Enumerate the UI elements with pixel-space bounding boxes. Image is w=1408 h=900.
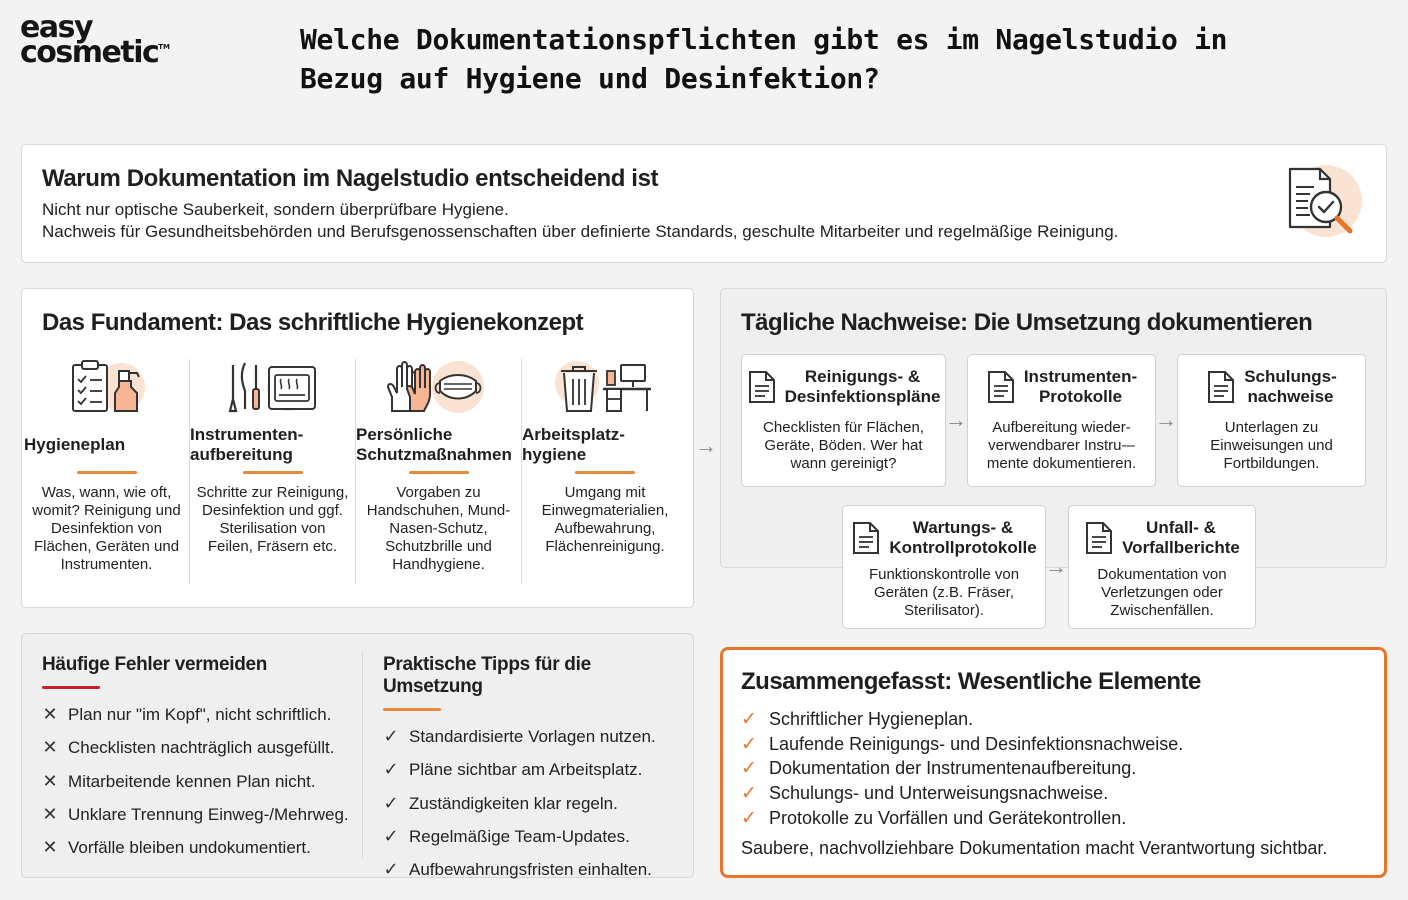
doc-box-title-2: nachweise (1247, 387, 1334, 406)
tip-item (383, 827, 693, 860)
pillar-accent-bar (575, 471, 635, 474)
check-icon: ✓ (383, 825, 399, 846)
document-icon (851, 521, 881, 555)
arrow-right-icon: → (695, 433, 717, 458)
check-icon: ✓ (383, 859, 399, 880)
doc-box-title: Schulungs- (1244, 367, 1337, 386)
intro-card (21, 144, 1387, 263)
errors-tips-card (21, 633, 694, 878)
pillar-accent-bar (243, 471, 303, 474)
pillar-desc: Was, wann, wie oft, womit? Reinigung und Desinfektion von Flächen, Geräten und Instrumenten. (32, 484, 181, 573)
bin-desk-icon (555, 359, 655, 415)
doc-box-title-2: Protokolle (1038, 387, 1123, 406)
error-item (42, 738, 349, 771)
summary-text: Schriftlicher Hygieneplan. (769, 708, 974, 729)
check-icon: ✓ (741, 733, 757, 755)
pillar-instrumentenaufbereitung (190, 359, 356, 584)
doc-box-instrumente (967, 354, 1156, 487)
doc-box-title-2: Kontrollprotokolle (889, 538, 1037, 557)
pillar-arbeitsplatzhygiene (522, 359, 688, 584)
tip-item (383, 860, 693, 893)
page-title-line2: Bezug auf Hygiene und Desinfektion? (300, 62, 880, 95)
doc-box-title: Reinigungs- & (804, 367, 921, 386)
intro-line2: Nachweis für Gesundheitsbehörden und Berufsgenossenschaften über definierte Standards, geschulte Mitarbeiter und regelmäßige Reinigung. (42, 222, 1119, 241)
pillar-desc: Vorgaben zu Handschuhen, Mund-Nasen-Schutz, Schutzbrille und Handhygiene. (366, 484, 511, 573)
error-text: Plan nur "im Kopf", nicht schriftlich. (68, 705, 332, 724)
arrow-right-icon: → (1045, 554, 1067, 579)
clipboard-spray-icon (65, 359, 149, 415)
brand-trademark: TM (158, 42, 171, 51)
tip-text: Zuständigkeiten klar regeln. (409, 793, 618, 813)
error-item (42, 772, 349, 805)
error-text: Checklisten nachträglich ausgefüllt. (68, 738, 335, 758)
summary-item (741, 732, 1183, 757)
arrow-right-icon: → (1155, 407, 1177, 432)
errors-column (42, 634, 349, 871)
error-text: Unklare Trennung Einweg-/Mehrweg. (68, 804, 349, 824)
fundament-card (21, 288, 694, 608)
error-item (42, 838, 349, 871)
doc-box-title-2: Vorfallberichte (1122, 538, 1240, 557)
intro-line1: Nicht nur optische Sauberkeit, sondern überprüfbare Hygiene. (42, 200, 509, 219)
arrow-right-icon: → (945, 407, 967, 432)
pillar-desc: Umgang mit Einwegmaterialien, Aufbewahrung, Flächenreinigung. (541, 484, 669, 555)
summary-text: Dokumentation der Instrumentenaufbereitung. (769, 758, 1137, 779)
summary-card (720, 647, 1387, 878)
cross-icon: ✕ (42, 803, 58, 824)
check-icon: ✓ (741, 808, 757, 830)
tips-column (383, 634, 693, 893)
pillar-accent-bar (409, 471, 469, 474)
cross-icon: ✕ (42, 704, 58, 724)
error-item (42, 805, 349, 838)
doc-box-title: Instrumenten- (1023, 367, 1138, 386)
check-icon: ✓ (741, 758, 757, 780)
summary-text: Schulungs- und Unterweisungsnachweise. (769, 783, 1109, 804)
gloves-mask-icon (384, 359, 494, 415)
page-title-line1: Welche Dokumentationspflichten gibt es im Nagelstudio in (300, 23, 1228, 56)
document-icon (1084, 521, 1114, 555)
pillar-desc: Schritte zur Reinigung, Desinfektion und ggf. Sterilisation von Feilen, Fräsern etc. (196, 484, 349, 555)
tip-text: Regelmäßige Team-Updates. (409, 826, 630, 846)
errors-heading: Häufige Fehler vermeiden (42, 654, 268, 675)
pillar-schutzmassnahmen (356, 359, 522, 584)
check-icon: ✓ (741, 708, 757, 730)
fundament-heading: Das Fundament: Das schriftliche Hygienekonzept (42, 309, 584, 336)
doc-box-desc: Aufbereitung wieder-verwendbarer Instru-–mente dokumentieren. (986, 419, 1137, 472)
doc-box-reinigung (741, 354, 946, 487)
pillar-title: Instrumenten- (190, 425, 304, 444)
cross-icon: ✕ (42, 737, 58, 758)
doc-box-title: Wartungs- & (912, 518, 1014, 537)
tip-item (383, 727, 693, 760)
doc-box-unfall (1068, 505, 1256, 629)
check-icon: ✓ (741, 783, 757, 805)
check-icon: ✓ (383, 792, 399, 813)
daily-heading: Tägliche Nachweise: Die Umsetzung dokumentieren (741, 309, 1313, 336)
doc-box-schulung (1177, 354, 1366, 487)
document-icon (986, 370, 1016, 404)
error-text: Vorfälle bleiben undokumentiert. (68, 838, 311, 858)
check-icon: ✓ (383, 759, 399, 780)
error-item (42, 705, 349, 738)
tip-text: Aufbewahrungsfristen einhalten. (409, 860, 652, 880)
summary-heading: Zusammengefasst: Wesentliche Elemente (741, 668, 1201, 695)
check-icon: ✓ (383, 726, 399, 746)
tip-text: Standardisierte Vorlagen nutzen. (409, 727, 656, 746)
summary-item (741, 707, 1183, 732)
doc-box-desc: Unterlagen zu Einweisungen und Fortbildungen. (1210, 419, 1333, 472)
pillar-title: Arbeitsplatz- (522, 425, 625, 444)
pillar-accent-bar (77, 471, 137, 474)
tip-item (383, 794, 693, 827)
tip-item (383, 760, 693, 793)
tip-text: Pläne sichtbar am Arbeitsplatz. (409, 760, 643, 780)
document-icon (747, 370, 777, 404)
doc-box-title: Unfall- & (1146, 518, 1216, 537)
pillar-hygieneplan (24, 359, 190, 584)
doc-box-desc: Funktionskontrolle von Geräten (z.B. Fräser, Sterilisator). (868, 566, 1020, 619)
document-check-magnifier-icon (1280, 161, 1366, 247)
pillar-title-2: hygiene (522, 445, 587, 464)
summary-text: Laufende Reinigungs- und Desinfektionsnachweise. (769, 733, 1184, 754)
brand-line1: easy (20, 10, 93, 45)
intro-heading: Warum Dokumentation im Nagelstudio entscheidend ist (42, 165, 659, 192)
doc-box-wartung (842, 505, 1046, 629)
tips-heading: Praktische Tipps für die Umsetzung (383, 654, 591, 697)
cross-icon: ✕ (42, 770, 58, 791)
doc-box-desc: Checklisten für Flächen, Geräte, Böden. Wer hat wann gereinigt? (763, 419, 924, 472)
doc-box-title-2: Desinfektionspläne (784, 387, 941, 406)
pillar-title: Persönliche (356, 425, 453, 444)
column-divider (362, 652, 363, 858)
cross-icon: ✕ (42, 837, 58, 858)
summary-item (741, 781, 1183, 806)
error-text: Mitarbeitende kennen Plan nicht. (68, 771, 316, 791)
summary-item (741, 757, 1183, 782)
brand-name: cosmetic (20, 34, 159, 70)
document-icon (1206, 370, 1236, 404)
pillar-title-2: Schutzmaßnahmen (356, 445, 512, 464)
page-title (300, 20, 1360, 98)
errors-accent-bar (42, 686, 100, 689)
pillar-title-2: aufbereitung (190, 445, 293, 464)
summary-footer: Saubere, nachvollziehbare Dokumentation macht Verantwortung sichtbar. (741, 838, 1328, 858)
summary-list (741, 707, 1183, 831)
instruments-sterilizer-icon (225, 359, 321, 415)
tips-accent-bar (383, 708, 441, 711)
doc-box-desc: Dokumentation von Verletzungen oder Zwischenfällen. (1097, 566, 1227, 619)
summary-item (741, 806, 1183, 831)
brand-line2 (20, 34, 171, 70)
brand-logo (20, 10, 171, 70)
pillar-title: Hygieneplan (24, 435, 126, 454)
summary-text: Protokolle zu Vorfällen und Gerätekontrollen. (769, 808, 1127, 829)
